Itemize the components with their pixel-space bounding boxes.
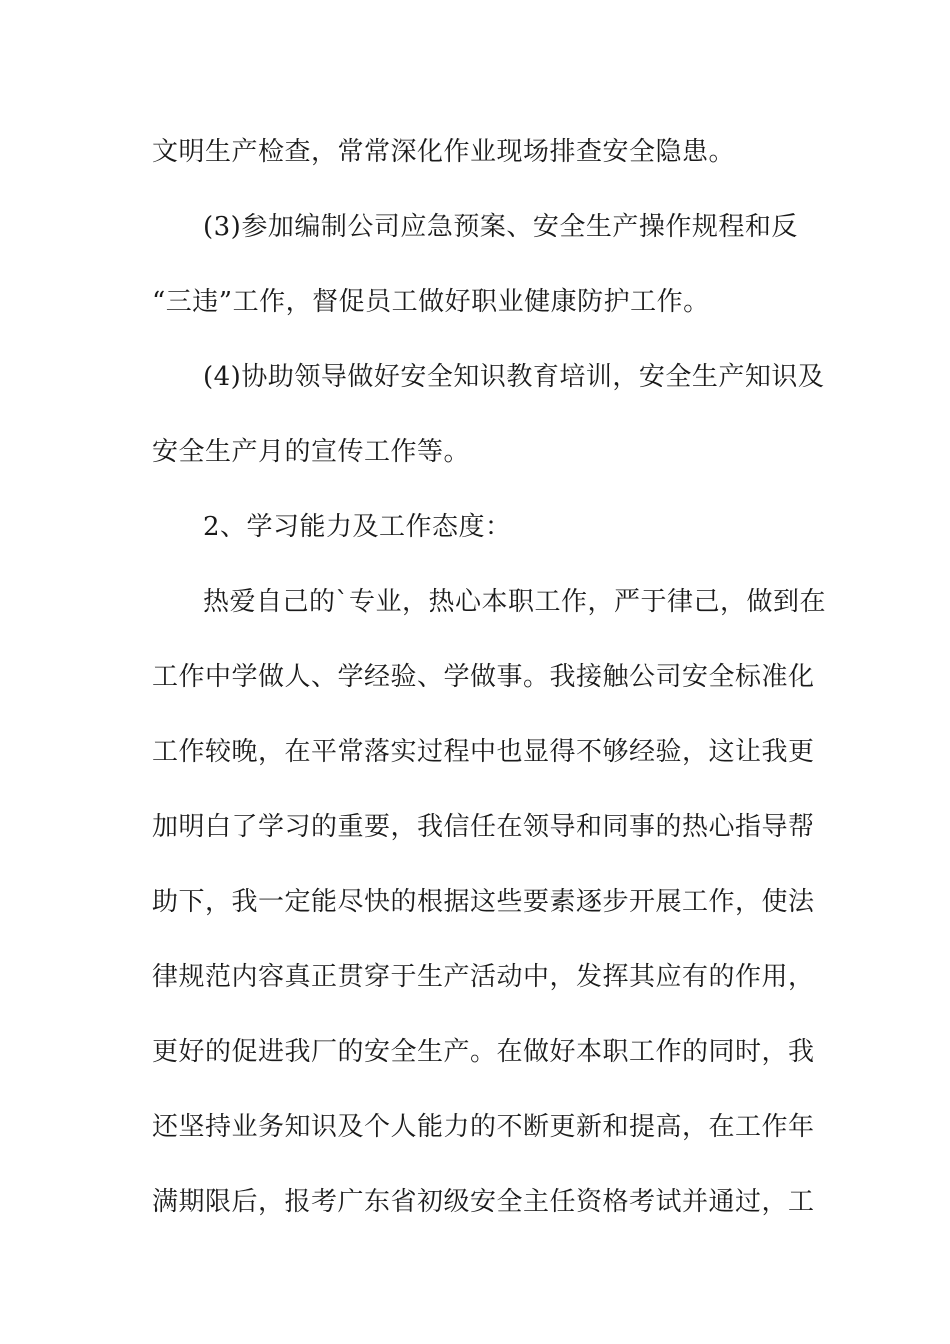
paragraph-start: 热爱自己的`专业，热心本职工作，严于律己，做到在 <box>203 587 827 617</box>
text-line-10: 加明白了学习的重要，我信任在领导和同事的热心指导帮 <box>152 812 815 842</box>
text-line-5: 安全生产月的宣传工作等。 <box>152 437 471 467</box>
list-item-4: (4)协助领导做好安全知识教育培训，安全生产知识及 <box>203 362 825 392</box>
text-line-12: 律规范内容真正贯穿于生产活动中，发挥其应有的作用， <box>152 962 815 992</box>
list-item-3: (3)参加编制公司应急预案、安全生产操作规程和反 <box>203 212 798 242</box>
text-line-3: “三违”工作，督促员工做好职业健康防护工作。 <box>152 287 710 317</box>
text-line-8: 工作中学做人、学经验、学做事。我接触公司安全标准化 <box>152 662 815 692</box>
text-line-9: 工作较晚，在平常落实过程中也显得不够经验，这让我更 <box>152 737 815 767</box>
text-line-13: 更好的促进我厂的安全生产。在做好本职工作的同时，我 <box>152 1037 815 1067</box>
text-line-11: 助下，我一定能尽快的根据这些要素逐步开展工作，使法 <box>152 887 815 917</box>
text-line-1: 文明生产检查，常常深化作业现场排查安全隐患。 <box>152 137 736 167</box>
text-line-14: 还坚持业务知识及个人能力的不断更新和提高，在工作年 <box>152 1112 815 1142</box>
section-heading: 2、学习能力及工作态度： <box>203 512 512 542</box>
text-line-15: 满期限后，报考广东省初级安全主任资格考试并通过，工 <box>152 1187 815 1217</box>
